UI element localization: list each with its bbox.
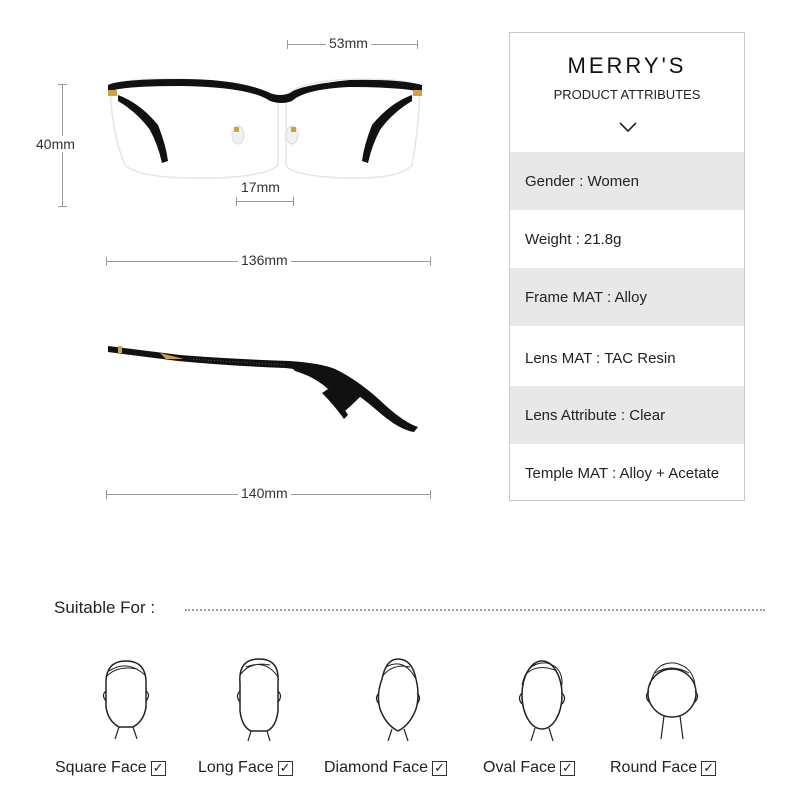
temple-length-tick-right (430, 490, 431, 499)
product-attributes-panel (509, 32, 745, 501)
lens-width-label: 53mm (326, 35, 371, 51)
face-option-diamond (324, 759, 447, 777)
long-face-icon (232, 655, 286, 741)
frame-width-tick-right (430, 257, 431, 266)
brand-logo: MERRY'S (567, 53, 687, 78)
frame-width-tick-left (106, 257, 107, 266)
attribute-weight: Weight : 21.8g (525, 230, 622, 248)
round-face-icon (643, 655, 701, 739)
temple-length-tick-left (106, 490, 107, 499)
frame-width-label: 136mm (238, 252, 291, 268)
face-option-long (198, 759, 293, 777)
oval-face-icon (513, 655, 571, 741)
dotted-divider (185, 609, 765, 611)
face-option-label: Oval Face (483, 759, 556, 776)
lens-width-tick-right (417, 40, 418, 49)
attribute-lens-attribute: Lens Attribute : Clear (510, 386, 744, 444)
bridge-dimension-line (236, 201, 293, 202)
attribute-temple-material: Temple MAT : Alloy + Acetate (525, 464, 720, 482)
suitable-for-heading: Suitable For : (54, 598, 156, 617)
checkbox-checked-icon: ✓ (151, 761, 166, 776)
lens-height-label: 40mm (33, 136, 78, 152)
diamond-face-icon (370, 655, 426, 741)
face-option-square (55, 759, 166, 777)
lens-height-tick-top (58, 84, 67, 85)
face-option-label: Long Face (198, 759, 274, 776)
glasses-side-illustration (100, 335, 430, 440)
checkbox-checked-icon: ✓ (278, 761, 293, 776)
face-option-oval (483, 759, 575, 777)
bridge-label: 17mm (241, 179, 280, 195)
face-option-label: Square Face (55, 759, 147, 776)
attribute-lens-material: Lens MAT : TAC Resin (525, 349, 676, 367)
bridge-tick-right (293, 197, 294, 206)
attribute-gender: Gender : Women (510, 152, 744, 210)
lens-height-tick-bottom (58, 206, 67, 207)
bridge-tick-left (236, 197, 237, 206)
attribute-frame-material: Frame MAT : Alloy (510, 268, 744, 326)
temple-length-label: 140mm (238, 485, 291, 501)
face-option-round (610, 759, 716, 777)
chevron-down-icon (618, 120, 638, 134)
face-option-label: Diamond Face (324, 759, 429, 776)
lens-width-tick-left (287, 40, 288, 49)
panel-title: PRODUCT ATTRIBUTES (553, 87, 701, 102)
checkbox-checked-icon: ✓ (701, 761, 716, 776)
checkbox-checked-icon: ✓ (432, 761, 447, 776)
checkbox-checked-icon: ✓ (560, 761, 575, 776)
glasses-front-illustration (100, 75, 430, 190)
square-face-icon (97, 655, 155, 739)
face-option-label: Round Face (610, 759, 698, 776)
